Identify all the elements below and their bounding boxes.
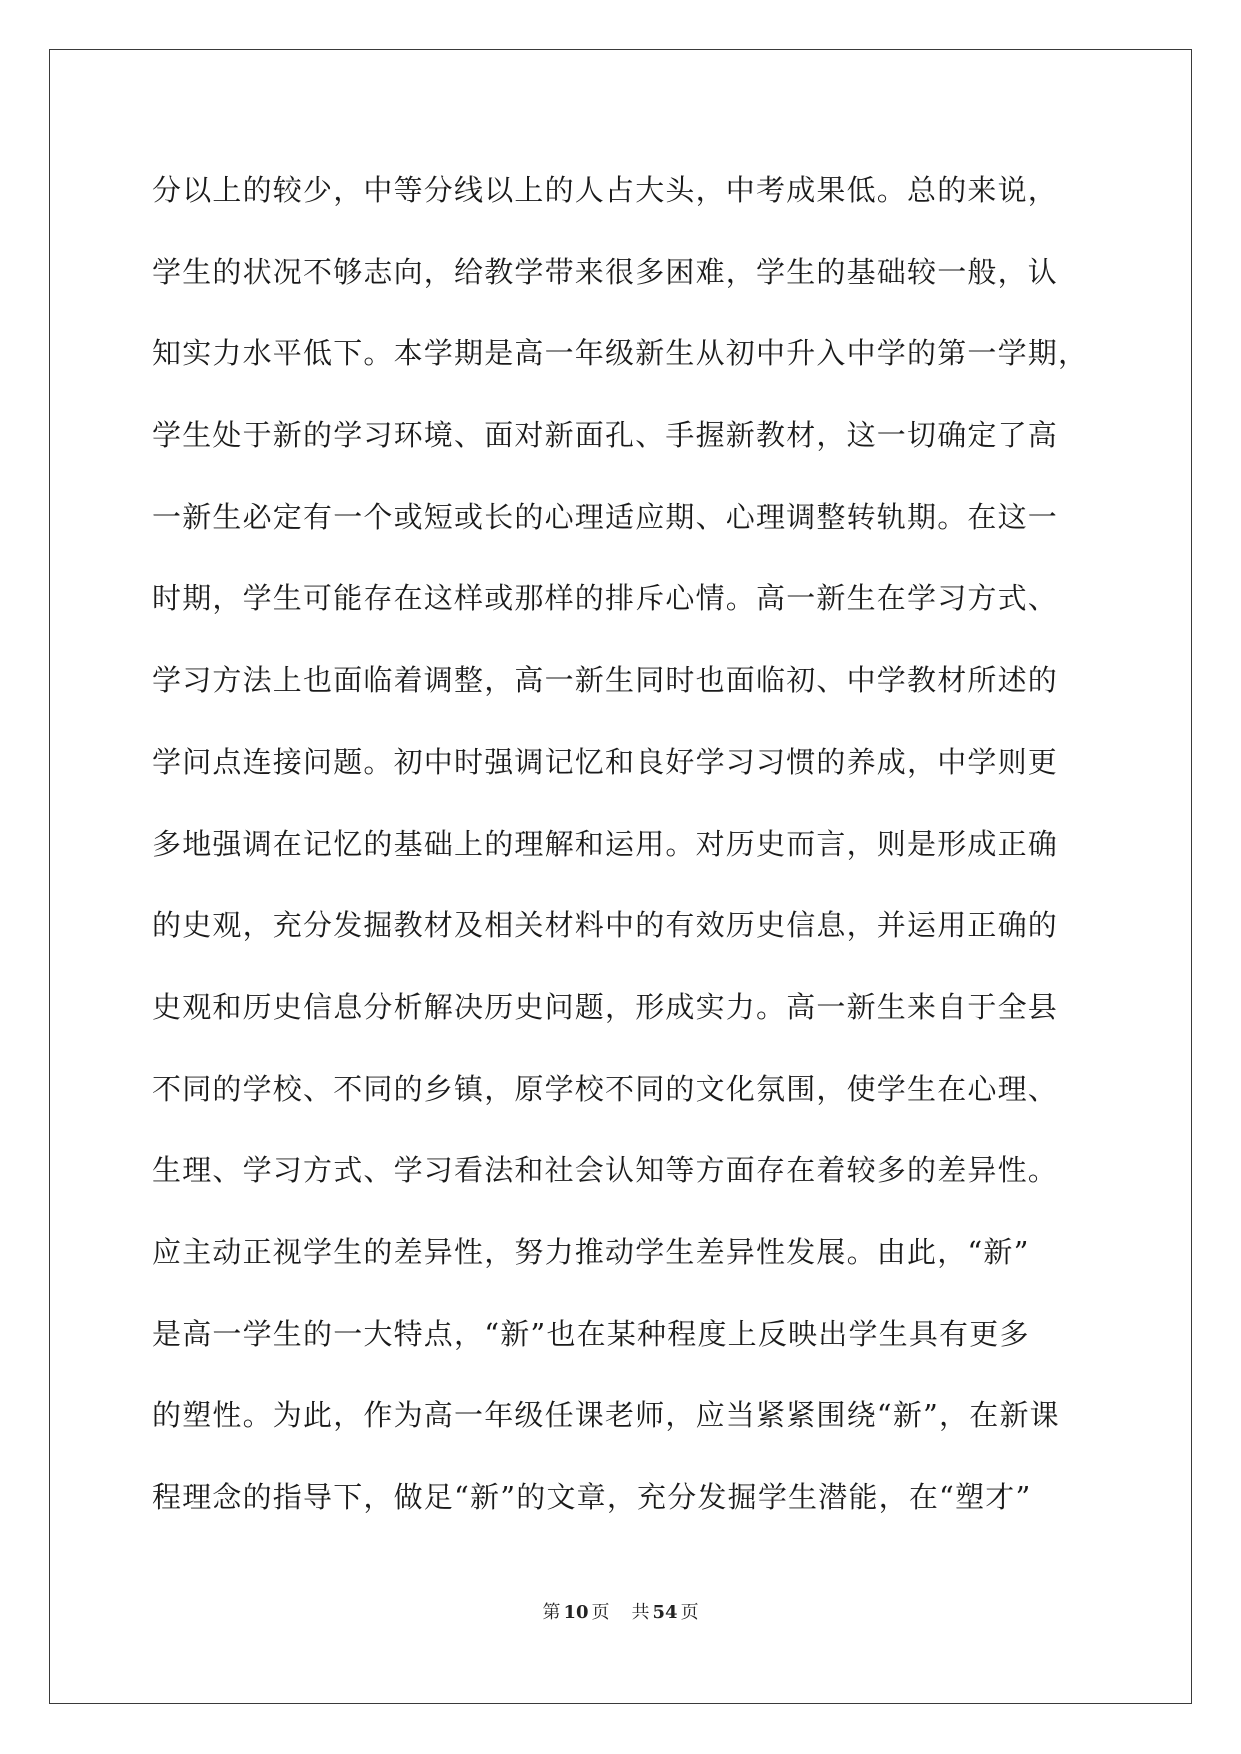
text-line: 知实力水平低下。本学期是高一年级新生从初中升入中学的第一学期， (152, 336, 1089, 371)
total-pages: 54 (652, 1602, 678, 1623)
text-line: 不同的学校、不同的乡镇，原学校不同的文化氛围，使学生在心理、 (152, 1071, 1059, 1106)
text-line: 生理、学习方式、学习看法和社会认知等方面存在着较多的差异性。 (152, 1153, 1059, 1188)
text-line: 一新生必定有一个或短或长的心理适应期、心理调整转轨期。在这一 (152, 499, 1059, 534)
text-line: 学习方法上也面临着调整，高一新生同时也面临初、中学教材所述的 (152, 663, 1059, 698)
text-line: 应主动正视学生的差异性，努力推动学生差异性发展。由此，“新” (152, 1234, 1030, 1269)
page-suffix: 页 (591, 1602, 610, 1623)
total-prefix: 共 (631, 1602, 650, 1623)
body-text (152, 160, 1112, 1549)
text-line: 学问点连接问题。初中时强调记忆和良好学习习惯的养成，中学则更 (152, 744, 1059, 779)
text-line: 的塑性。为此，作为高一年级任课老师，应当紧紧围绕“新”，在新课 (152, 1398, 1060, 1433)
text-line: 的史观，充分发掘教材及相关材料中的有效历史信息，并运用正确的 (152, 908, 1059, 943)
total-suffix: 页 (680, 1602, 699, 1623)
page-prefix: 第 (542, 1602, 561, 1623)
text-line: 程理念的指导下，做足“新”的文章，充分发掘学生潜能，在“塑才” (152, 1480, 1032, 1514)
text-line: 分以上的较少，中等分线以上的人占大头，中考成果低。总的来说， (152, 173, 1059, 207)
page-number: 10 (563, 1602, 589, 1623)
text-line: 时期，学生可能存在这样或那样的排斥心情。高一新生在学习方式、 (152, 581, 1059, 616)
text-line: 多地强调在记忆的基础上的理解和运用。对历史而言，则是形成正确 (152, 826, 1059, 861)
text-line: 史观和历史信息分析解决历史问题，形成实力。高一新生来自于全县 (152, 989, 1059, 1024)
text-line: 学生的状况不够志向，给教学带来很多困难，学生的基础较一般，认 (152, 254, 1059, 289)
text-line: 是高一学生的一大特点，“新”也在某种程度上反映出学生具有更多 (152, 1316, 1030, 1351)
text-line: 学生处于新的学习环境、面对新面孔、手握新教材，这一切确定了高 (152, 418, 1059, 453)
page-footer (0, 1598, 1241, 1624)
